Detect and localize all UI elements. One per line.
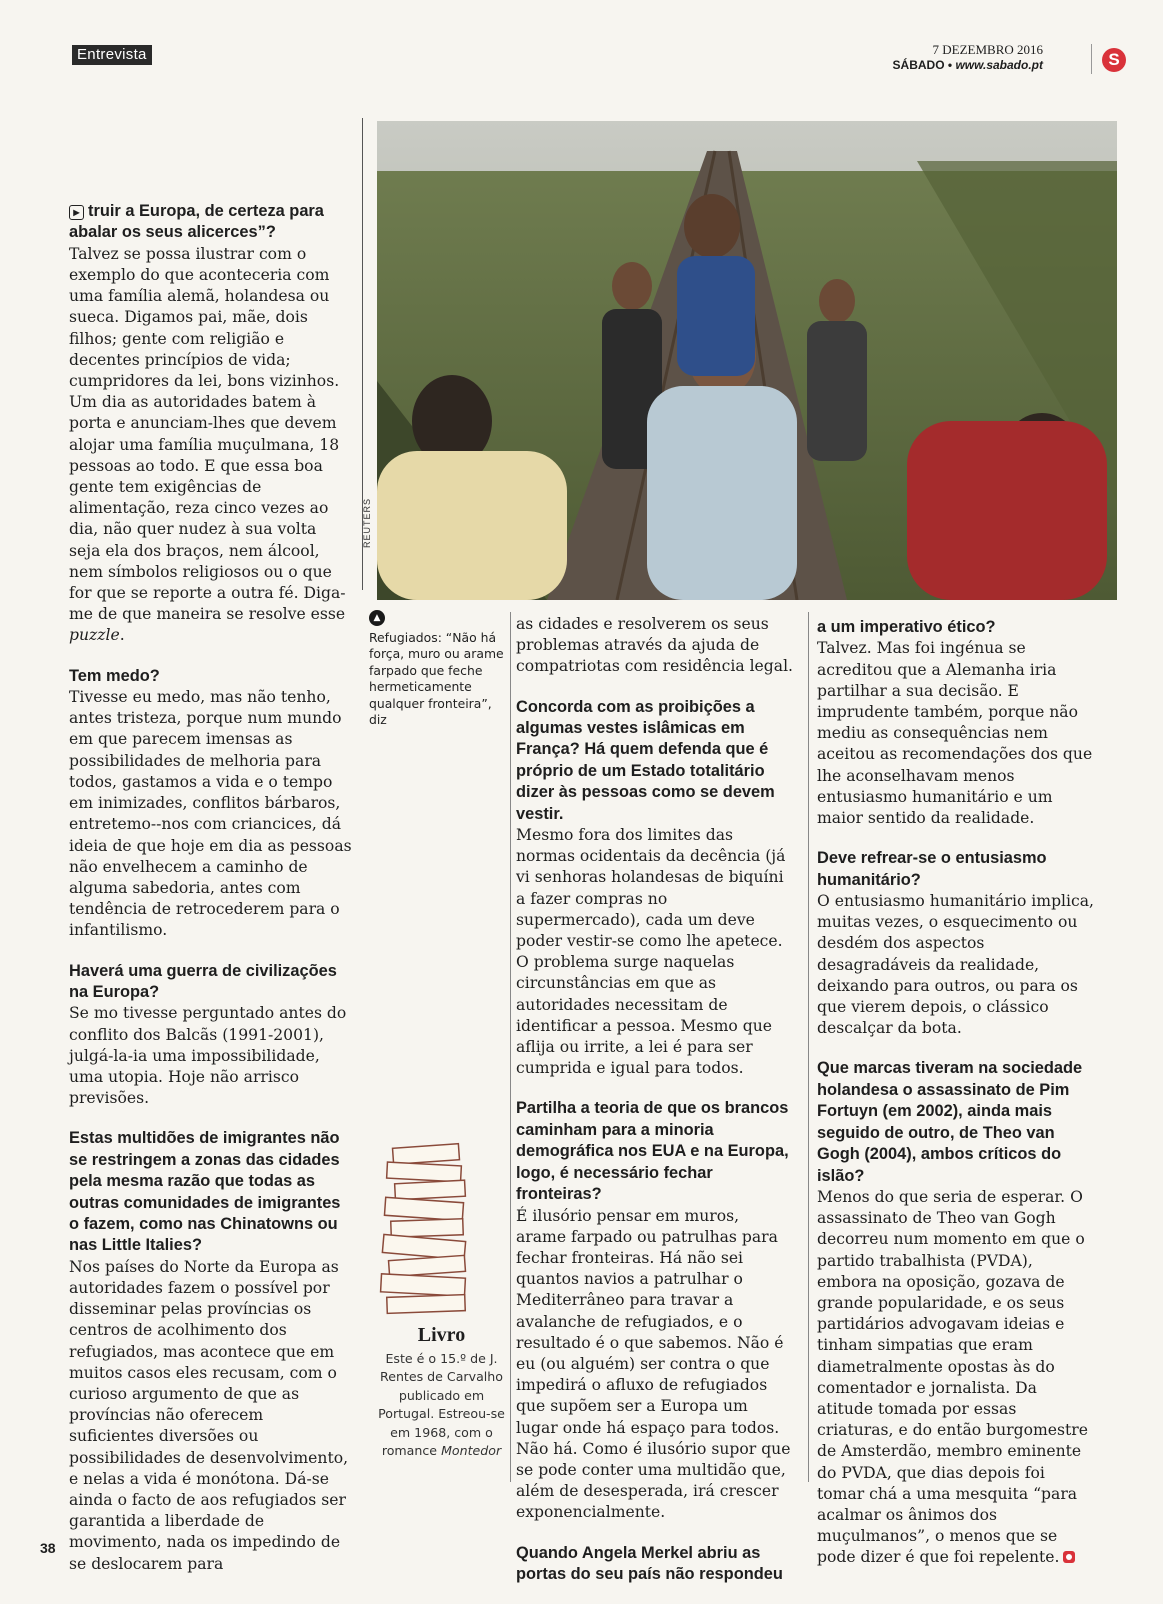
answer-0-italic: puzzle (69, 626, 120, 645)
book-text-main: Este é o 15.º de J. Rentes de Carvalho publicado em Portugal. Estreou-se em 1968, com o romance (378, 1351, 505, 1459)
photo-caption: Refugiados: “Não há força, muro ou arame farpado que feche hermeticamente qualquer fronteira”, diz (369, 630, 504, 728)
book-box-text (369, 1350, 514, 1460)
question-2: Haverá uma guerra de civilizações na Europa? (69, 961, 337, 1001)
article-column-4 (817, 617, 1095, 1588)
book-box-title: Livro (417, 1324, 466, 1346)
answer-8 (817, 1188, 1088, 1566)
answer-0-end: . (119, 626, 125, 645)
answer-6: Talvez. Mas foi ingénua se acreditou que a Alemanha iria partilhar a sua decisão. E imprudente também, porque não mediu as consequências nem aceitou as recomendações dos que lhe aconselhavam menos entusiasmo humanitário e um maior sentido da realidade. (817, 639, 1093, 828)
refugees-photo (377, 121, 1117, 600)
answer-3: Nos países do Norte da Europa as autoridades fazem o possível por disseminar pelas províncias os centros de acolhimento dos refugiados, mas acontece que em muitos casos eles recusam, com o curioso argumento de que as províncias não oferecem suficientes diversões ou possibilidades de desenvolvimento, e nelas a vida é monótona. Dá-se ainda o facto de aos refugiados ser garantida a liberdade de movimento, nada os impedindo de se deslocarem para (69, 1257, 349, 1573)
question-6: Quando Angela Merkel abriu as portas do seu país não respondeu (516, 1543, 783, 1583)
issue-date: 7 DEZEMBRO 2016 (932, 42, 1043, 57)
column-divider (510, 612, 511, 1482)
book-text-title: Montedor (441, 1443, 502, 1459)
answer-1: Tivesse eu medo, mas não tenho, antes tristeza, porque num mundo em que parecem imensas as possibilidades de melhoria para todos, gastamos a vida e o tempo em inimizades, conflitos bárbaros, entretemo--nos com criancices, dá ideia de que hoje em dia as pessoas não envelhecem a caminho de alguma sabedoria, antes com tendência de retrocederem para o infantilismo. (69, 688, 352, 940)
end-of-article-icon (1063, 1551, 1075, 1563)
section-label: Entrevista (72, 45, 152, 65)
page-number: 38 (40, 1540, 56, 1556)
question-3: Estas multidões de imigrantes não se restringem a zonas das cidades pela mesma razão que todas as outras comunidades de imigrantes o fazem, como nas Chinatowns ou nas Little Italies? (69, 1129, 341, 1255)
header-separator: • (944, 58, 956, 72)
question-4: Concorda com as proibições a algumas vestes islâmicas em França? Há quem defenda que é próprio de um Estado totalitário dizer às pessoas como se devem vestir. (516, 697, 775, 823)
photo-credit: REUTERS (362, 497, 372, 548)
answer-8-text: Menos do que seria de esperar. O assassinato de Theo van Gogh decorreu num momento em que o partido trabalhista (PVDA), embora na oposição, gozava de grande popularidade, e os seus partidários advogavam ideias e tinham simpatias que eram diametralmente opostas às do comentador e jornalista. Da atitude tomada por essas criaturas, e do então burgomestre de Amsterdão, membro eminente do PVDA, que dias depois foi tomar chá a uma mesquita “para acalmar os ânimos dos muçulmanos”, o menos que se pode dizer é que foi repelente. (817, 1187, 1088, 1567)
answer-0-text: Talvez se possa ilustrar com o exemplo do que aconteceria com uma família alemã, holandesa ou sueca. Digamos pai, mãe, dois filhos; gente com religião e decentes princípios de vida; cumpridores da lei, bons vizinhos. Um dia as autoridades batem à porta e anunciam-lhes que devem alojar uma família muçulmana, 18 pessoas ao todo. E que essa boa gente tem exigências de alimentação, reza cinco vezes ao dia, não quer nudez à sua volta seja ela dos braços, nem álcool, nem símbolos religiosos ou o que for que se reporte a outra fé. Diga-me de que maneira se resolve esse (69, 244, 346, 624)
question-1: Tem medo? (69, 666, 160, 685)
sabado-logo: S (1102, 48, 1126, 72)
answer-2: Se mo tivesse perguntado antes do conflito dos Balcãs (1991-2001), julgá-la-ia uma impossibilidade, uma utopia. Hoje não arrisco previsões. (69, 1004, 347, 1108)
magazine-line (893, 58, 1043, 72)
answer-0 (69, 245, 346, 645)
continued-arrow-icon: ▶ (69, 205, 84, 220)
question-8: Que marcas tiveram na sociedade holandesa o assassinato de Pim Fortuyn (em 2002), ainda mais seguido de outro, de Theo van Gogh (2004), ambos críticos do islão? (817, 1059, 1083, 1185)
photo-caption-block (369, 608, 509, 728)
question-5: Partilha a teoria de que os brancos caminham para a minoria demográfica nos EUA e na Europa, logo, é necessário fechar fronteiras? (516, 1099, 789, 1204)
article-column-3 (516, 614, 794, 1604)
question-0 (69, 201, 352, 244)
books-stack-icon (375, 1140, 475, 1315)
answer-4: Mesmo fora dos limites das normas ocidentais da decência (já vi senhoras holandesas de biquíni a fazer compras no supermercado), cada um deve poder vestir-se como lhe apetece. O problema surge naquelas circunstâncias em que as autoridades necessitam de identificar a pessoa. Mesmo que aflija ou irrite, a lei é para ser cumprida e igual para todos. (516, 826, 786, 1078)
header-divider (1091, 44, 1092, 74)
question-0-text: truir a Europa, de certeza para abalar os seus alicerces”? (69, 202, 324, 242)
question-7: Deve refrear-se o entusiasmo humanitário? (817, 849, 1047, 889)
answer-7: O entusiasmo humanitário implica, muitas vezes, o esquecimento ou desdém dos aspectos desagradáveis da realidade, deixando para outros, ou para os que vierem depois, o clássico descalçar da bota. (817, 892, 1095, 1038)
article-column-1 (69, 201, 352, 1594)
magazine-name: SÁBADO (892, 58, 945, 72)
column-divider (808, 612, 809, 1482)
magazine-url[interactable]: www.sabado.pt (955, 58, 1043, 72)
caption-arrow-icon: ▲ (369, 610, 385, 626)
question-6-continued: a um imperativo ético? (817, 618, 996, 636)
answer-5: É ilusório pensar em muros, arame farpado ou patrulhas para fechar fronteiras. Há não sei quantos navios a patrulhar o Mediterrâneo para travar a avalanche de refugiados, e o resultado é o que sabemos. Não é eu (ou alguém) ser contra o que impedirá o afluxo de refugiados que supõem ser a Europa um lugar onde há espaço para todos. Não há. Como é ilusório supor que se pode conter uma multidão que, além de desesperada, irá crescer exponencialmente. (516, 1206, 791, 1522)
answer-3-continued: as cidades e resolverem os seus problemas através da ajuda de compatriotas com residência legal. (516, 615, 794, 676)
